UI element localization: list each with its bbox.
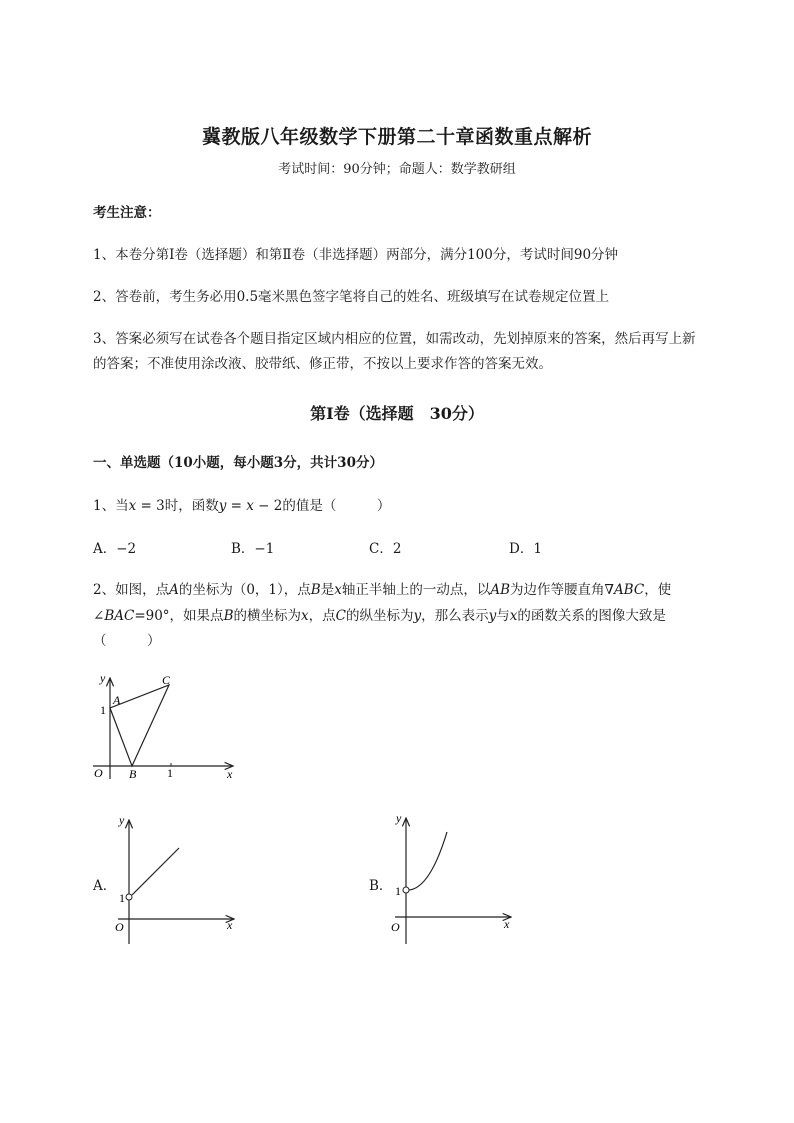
page-title: 冀教版八年级数学下册第二十章函数重点解析 [201,126,592,148]
choice-b-tick: 1 [395,884,401,898]
fig-origin: O [94,766,103,780]
section-title: 第I卷（选择题 30分） [310,404,484,423]
choice-a-tick: 1 [119,891,125,905]
choice-a-graph [108,808,243,946]
fig-tick-1-x: 1 [167,766,173,780]
choice-a-y-label: y [119,813,125,827]
fig-x-label: x [227,767,233,781]
q1-option-a: A．−2 [93,541,137,557]
choice-b-label: B． [369,878,393,894]
fig-point-b: B [129,767,137,781]
q1-option-d: D．1 [509,541,542,557]
choice-a-x-label: x [227,918,233,932]
part-heading: 一、单选题（10小题，每小题3分，共计30分） [93,455,383,471]
question-2-line-3: （ ） [93,633,161,649]
choice-a-open-dot [126,894,132,900]
triangle-figure [88,664,248,784]
notice-item-2: 2、答卷前，考生务必用0.5毫米黑色签字笔将自己的姓名、班级填写在试卷规定位置上 [93,289,610,305]
q1-option-c: C．2 [369,541,402,557]
notice-heading: 考生注意： [93,205,161,221]
exam-info: 考试时间：90分钟；命题人：数学教研组 [278,162,516,177]
choice-b-origin: O [391,920,400,934]
fig-point-c: C [162,673,171,687]
choice-b-open-dot [403,887,409,893]
question-2-line-1: 2、如图，点A的坐标为（0，1），点B是x轴正半轴上的一动点，以AB为边作等腰直角∇ABC，使 [93,582,672,598]
q1-option-b: B．−1 [231,541,275,557]
notice-item-1: 1、本卷分第I卷（选择题）和第Ⅱ卷（非选择题）两部分，满分100分，考试时间90分钟 [93,247,619,263]
choice-a-label: A． [93,878,117,894]
question-2-line-2: ∠BAC=90°，如果点B的横坐标为x，点C的纵坐标为y，那么表示y与x的函数关系的图像大致是 [93,608,666,624]
choice-a-line [132,848,179,895]
choice-b-graph [385,808,520,946]
choice-b-curve [409,832,447,890]
choice-b-y-label: y [396,811,402,825]
fig-y-label: y [100,671,106,685]
fig-tick-1-y: 1 [100,703,106,717]
choice-a-origin: O [115,920,124,934]
question-1: 1、当x = 3时，函数y = x − 2的值是（ ） [93,498,391,514]
fig-point-a: A [113,693,121,707]
notice-item-3-cont: 的答案；不准使用涂改液、胶带纸、修正带，不按以上要求作答的答案无效。 [93,356,552,372]
choice-b-x-label: x [504,917,510,931]
notice-item-3: 3、答案必须写在试卷各个题目指定区域内相应的位置，如需改动，先划掉原来的答案，然后再写上新 [93,331,696,347]
